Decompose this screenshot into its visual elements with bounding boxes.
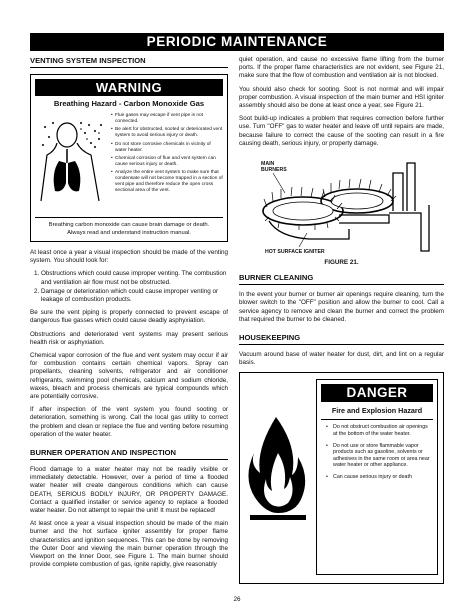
danger-bullet: • Do not use or store flammable vapor products such as gasoline, solvents or adhesives in the same room or area near water heater or other appliance. — [333, 443, 437, 469]
paragraph: You should also check for sooting. Soot is not normal and will impair proper combustion. A visual inspection of the main burner and HSI igniter assembly should also be done at least once a year, see Figure 21. — [239, 85, 444, 110]
page-number: 26 — [233, 596, 241, 603]
figure-label: BURNERS — [261, 167, 287, 174]
danger-panel — [316, 379, 438, 575]
warning-subtitle: Breathing Hazard - Carbon Monoxide Gas — [53, 99, 205, 108]
warning-bullet: • Flue gases may escape if vent pipe is not connected. — [111, 113, 223, 125]
paragraph: Obstructions and deteriorated vent systems may present serious health risk or asphyxiation. — [30, 330, 228, 346]
venting-heading: VENTING SYSTEM INSPECTION — [30, 56, 228, 68]
paragraph: Chemical vapor corrosion of the flue and vent system may occur if air for combustion contains certain chemical vapors. Spray can propellants, cleaning solvents, refrigerator and air conditioner refrigerants, swimming pool chemicals, calcium and sodium chloride, waxes, bleach and process chemicals are typical compounds which are potentially corrosive. — [30, 352, 228, 401]
warning-bullet: • Analyze the entire vent system to make sure that condensate will not become trapped in a section of vent pipe and therefore reduce the open cross sectional area of the vent. — [111, 170, 223, 194]
housekeeping-heading: HOUSEKEEPING — [239, 333, 444, 345]
paragraph: In the event your burner or burner air openings require cleaning, turn the blower switch to the "OFF" position and allow the burner to cool. Call a service agency to remove and clean the burner and correct the problem that required the burner to be cleaned. — [239, 291, 444, 323]
danger-subtitle: Fire and Explosion Hazard — [321, 406, 433, 420]
warning-footer — [35, 217, 223, 237]
flame-icon — [246, 413, 310, 521]
danger-bullets — [317, 424, 437, 480]
warning-bullet: • Chemical corrosion of flue and vent system can cause serious injury or death. — [111, 156, 223, 168]
paragraph: Be sure the vent piping is properly connected to prevent escape of dangerous flue gasses which could cause deadly asphyxiation. — [30, 309, 228, 325]
right-column — [239, 56, 444, 584]
burner-heading: BURNER OPERATION AND INSPECTION — [30, 448, 228, 460]
warning-bullets — [111, 113, 223, 196]
paragraph: quiet operation, and cause no excessive flame lifting from the burner ports. If the proper flame characteristics are not evident, see Figure 21, make sure that the flow of combustion and ventilation air is not blocked. — [239, 56, 444, 80]
paragraph: Vacuum around base of water heater for dust, dirt, and lint on a regular basis. — [239, 351, 444, 367]
list-item: 2. Damage or deterioration which could cause improper venting or leakage of combustion products. — [41, 288, 228, 304]
warning-figure-icon — [37, 117, 109, 201]
danger-title: DANGER — [321, 384, 433, 402]
paragraph: Flood damage to a water heater may not be readily visible or immediately detectable. However, over a period of time a flooded water heater will create dangerous conditions which can cause DEATH, SERIOUS BODILY INJURY, OR PROPERTY DAMAGE. Contact a qualified installer or service agency to replace a flooded water heater. Do not attempt to repair the unit! It must be replaced! — [30, 466, 228, 515]
danger-bullet: • Can cause serious injury or death — [333, 474, 437, 481]
danger-box — [239, 372, 444, 584]
paragraph: At least once a year a visual inspection should be made of the main burner and the hot surface igniter assembly for proper flame characteristics and ignition sequences. This can be done by removing the Outer Door and viewing the main burner operation through the Viewport on the Inner Door, see Figure 1. The main burner should provide complete combustion of gas, ignite rapidly, give reasonably — [30, 520, 228, 569]
warning-title: WARNING — [35, 79, 223, 96]
danger-bullet: • Do not obstruct combustion air openings at the bottom of the water heater. — [333, 424, 437, 437]
section-banner: PERIODIC MAINTENANCE — [30, 33, 444, 51]
figure-label: HOT SURFACE IGNITER — [265, 249, 325, 256]
warning-footer-line: Always read and understand instruction manual. — [67, 230, 191, 236]
paragraph: Soot build-up indicates a problem that requires correction before further use. Turn "OFF" gas to water heater and leave off until repairs are made, because failure to correct the cause of the sooting can result in a fire causing death, serious injury, or property damage. — [239, 115, 444, 147]
cleaning-heading: BURNER CLEANING — [239, 273, 444, 285]
figure-21 — [239, 153, 444, 257]
warning-body — [35, 113, 223, 205]
warning-footer-line: Breathing carbon monoxide can cause brain damage or death. — [48, 222, 210, 228]
figure-caption: FIGURE 21. — [324, 259, 359, 267]
list-item: 1. Obstructions which could cause improper venting. The combustion and ventilation air flow must not be obstructed. — [41, 270, 228, 286]
warning-box — [30, 74, 228, 242]
left-column — [30, 56, 228, 575]
paragraph: At least once a year a visual inspection should be made of the venting system. You should look for: — [30, 249, 228, 265]
paragraph: If after inspection of the vent system you found sooting or deterioration, something is wrong. Call the local gas utility to correct the problem and clean or replace the flue and venting before resuming operation of the water heater. — [30, 406, 228, 438]
warning-bullet: • Do not store corrosive chemicals in vicinity of water heater. — [111, 142, 223, 154]
warning-bullet: • Be alert for obstructed, sooted or deteriorated vent system to avoid serious injury or death. — [111, 127, 223, 139]
figure-label: MAIN — [261, 161, 275, 168]
inspection-list — [30, 270, 228, 304]
